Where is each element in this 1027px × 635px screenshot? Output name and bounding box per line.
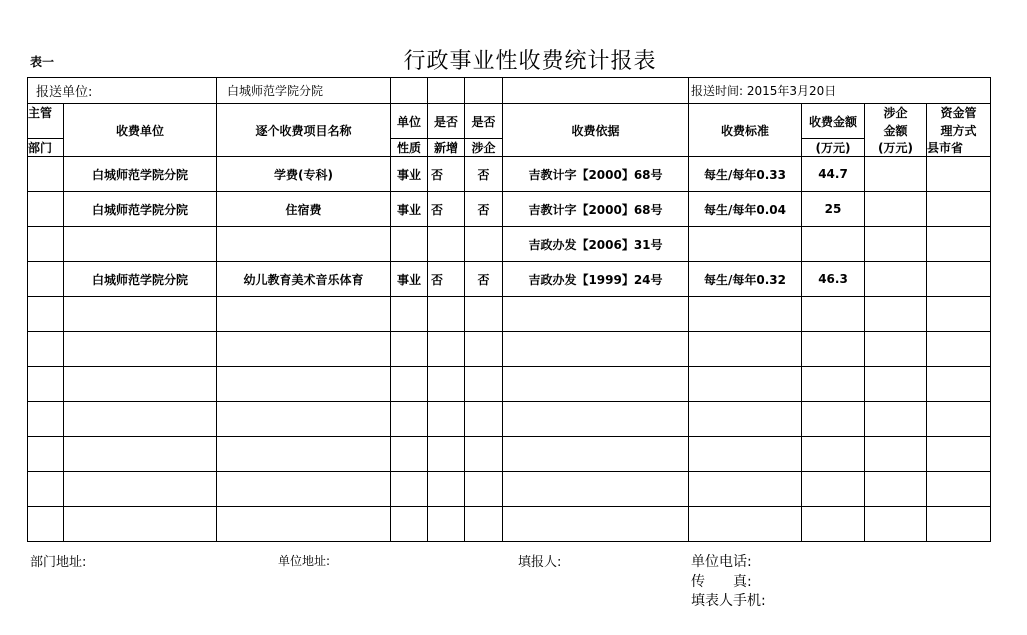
header-standard: 收费标准 <box>689 104 802 157</box>
cell-nature <box>391 402 428 437</box>
header-item: 逐个收费项目名称 <box>217 104 391 157</box>
cell-unit <box>64 437 217 472</box>
cell-standard: 每生/每年0.33 <box>689 157 802 192</box>
cell-entamt <box>865 192 927 227</box>
cell-new <box>428 332 465 367</box>
cell-item: 幼儿教育美术音乐体育 <box>217 262 391 297</box>
cell-item <box>217 297 391 332</box>
cell-fund <box>927 192 991 227</box>
cell-standard <box>689 507 802 542</box>
cell-amount: 25 <box>802 192 865 227</box>
cell-ent <box>465 437 503 472</box>
cell-ent <box>465 367 503 402</box>
cell-fund <box>927 437 991 472</box>
cell-fund <box>927 332 991 367</box>
cell-standard <box>689 472 802 507</box>
cell-fund <box>927 297 991 332</box>
cell-entamt <box>865 227 927 262</box>
header-amount-bottom: (万元) <box>802 139 865 157</box>
cell-basis <box>503 332 689 367</box>
cell-nature <box>391 437 428 472</box>
info-cell <box>428 78 465 104</box>
cell-item <box>217 332 391 367</box>
cell-amount <box>802 472 865 507</box>
cell-entamt <box>865 437 927 472</box>
header-ent-bottom: 涉企 <box>465 139 503 157</box>
cell-unit <box>64 227 217 262</box>
cell-ent: 否 <box>465 192 503 227</box>
cell-unit <box>64 297 217 332</box>
info-cell <box>391 78 428 104</box>
cell-new <box>428 297 465 332</box>
cell-new <box>428 402 465 437</box>
table-row <box>28 402 991 437</box>
filler-label: 填报人: <box>518 555 562 570</box>
cell-unit <box>64 472 217 507</box>
cell-new <box>428 507 465 542</box>
header-nature-bottom: 性质 <box>391 139 428 157</box>
cell-unit: 白城师范学院分院 <box>64 192 217 227</box>
cell-entamt <box>865 262 927 297</box>
cell-unit: 白城师范学院分院 <box>64 262 217 297</box>
cell-unit: 白城师范学院分院 <box>64 157 217 192</box>
cell-amount <box>802 227 865 262</box>
cell-ent <box>465 332 503 367</box>
cell-amount <box>802 297 865 332</box>
header-entamt-mid: 金额 <box>865 122 927 139</box>
table-row <box>28 437 991 472</box>
cell-entamt <box>865 332 927 367</box>
cell-dept <box>28 262 64 297</box>
cell-item: 住宿费 <box>217 192 391 227</box>
cell-item <box>217 472 391 507</box>
cell-standard <box>689 297 802 332</box>
header-dept-gap <box>28 122 64 139</box>
table-row <box>28 472 991 507</box>
unit-phone-label: 单位电话: <box>691 554 752 570</box>
cell-entamt <box>865 472 927 507</box>
cell-basis: 吉教计字【2000】68号 <box>503 192 689 227</box>
cell-amount <box>802 367 865 402</box>
cell-standard <box>689 402 802 437</box>
cell-dept <box>28 437 64 472</box>
cell-new <box>428 367 465 402</box>
header-amount-top: 收费金额 <box>802 104 865 139</box>
cell-item <box>217 367 391 402</box>
cell-item: 学费(专科) <box>217 157 391 192</box>
cell-unit <box>64 402 217 437</box>
cell-ent: 否 <box>465 157 503 192</box>
header-entamt-bottom: (万元) <box>865 139 927 157</box>
cell-amount <box>802 507 865 542</box>
cell-standard <box>689 332 802 367</box>
header-new-bottom: 新增 <box>428 139 465 157</box>
table-row <box>28 192 991 227</box>
header-ent-top: 是否 <box>465 104 503 139</box>
cell-standard <box>689 227 802 262</box>
report-time: 报送时间: 2015年3月20日 <box>689 78 991 104</box>
cell-basis <box>503 367 689 402</box>
cell-dept <box>28 192 64 227</box>
cell-dept <box>28 402 64 437</box>
cell-dept <box>28 227 64 262</box>
cell-entamt <box>865 297 927 332</box>
info-cell <box>465 78 503 104</box>
cell-ent: 否 <box>465 262 503 297</box>
table-row <box>28 367 991 402</box>
cell-basis: 吉教计字【2000】68号 <box>503 157 689 192</box>
cell-item <box>217 227 391 262</box>
report-info-row <box>28 78 991 104</box>
fee-statistics-table <box>27 77 991 542</box>
cell-amount <box>802 437 865 472</box>
cell-fund <box>927 367 991 402</box>
header-unit: 收费单位 <box>64 104 217 157</box>
cell-ent <box>465 507 503 542</box>
dept-address-label: 部门地址: <box>30 555 87 570</box>
cell-item <box>217 402 391 437</box>
cell-fund <box>927 227 991 262</box>
cell-entamt <box>865 367 927 402</box>
cell-fund <box>927 402 991 437</box>
header-entamt-top: 涉企 <box>865 104 927 122</box>
report-unit-label: 报送单位: <box>28 78 217 104</box>
cell-dept <box>28 157 64 192</box>
header-dept-top: 主管 <box>28 104 64 122</box>
cell-amount <box>802 332 865 367</box>
report-unit-value: 白城师范学院分院 <box>217 78 391 104</box>
unit-address-label: 单位地址: <box>278 554 331 568</box>
cell-nature <box>391 332 428 367</box>
cell-ent <box>465 227 503 262</box>
cell-fund <box>927 507 991 542</box>
header-row-1 <box>28 104 991 122</box>
cell-entamt <box>865 157 927 192</box>
cell-nature <box>391 472 428 507</box>
fax-label: 传 真: <box>691 574 752 590</box>
cell-item <box>217 437 391 472</box>
cell-unit <box>64 507 217 542</box>
cell-new <box>428 227 465 262</box>
report-title: 行政事业性收费统计报表 <box>403 49 657 74</box>
cell-nature: 事业 <box>391 157 428 192</box>
cell-basis <box>503 402 689 437</box>
cell-fund <box>927 262 991 297</box>
cell-standard <box>689 437 802 472</box>
table-tag: 表一 <box>30 55 55 69</box>
cell-item <box>217 507 391 542</box>
header-fund-top: 资金管 <box>927 104 991 122</box>
cell-amount <box>802 402 865 437</box>
table-row <box>28 157 991 192</box>
cell-nature <box>391 507 428 542</box>
header-dept-bottom: 部门 <box>28 139 64 157</box>
cell-new: 否 <box>428 262 465 297</box>
cell-nature: 事业 <box>391 262 428 297</box>
cell-entamt <box>865 402 927 437</box>
header-fund-bottom: 县市省 <box>927 139 991 157</box>
cell-basis <box>503 507 689 542</box>
table-row <box>28 227 991 262</box>
cell-new: 否 <box>428 192 465 227</box>
filler-mobile-label: 填表人手机: <box>691 593 766 609</box>
cell-basis: 吉政办发【2006】31号 <box>503 227 689 262</box>
info-cell <box>503 78 689 104</box>
cell-ent <box>465 297 503 332</box>
table-row <box>28 332 991 367</box>
table-row <box>28 507 991 542</box>
cell-amount: 46.3 <box>802 262 865 297</box>
table-row <box>28 262 991 297</box>
cell-new <box>428 472 465 507</box>
cell-nature <box>391 367 428 402</box>
header-fund-mid: 理方式 <box>927 122 991 139</box>
cell-nature <box>391 297 428 332</box>
cell-dept <box>28 297 64 332</box>
table-row <box>28 297 991 332</box>
cell-basis: 吉政办发【1999】24号 <box>503 262 689 297</box>
cell-new <box>428 437 465 472</box>
cell-basis <box>503 297 689 332</box>
cell-dept <box>28 507 64 542</box>
cell-fund <box>927 157 991 192</box>
header-nature-top: 单位 <box>391 104 428 139</box>
cell-dept <box>28 332 64 367</box>
cell-nature: 事业 <box>391 192 428 227</box>
cell-ent <box>465 402 503 437</box>
header-new-top: 是否 <box>428 104 465 139</box>
cell-basis <box>503 472 689 507</box>
cell-standard: 每生/每年0.04 <box>689 192 802 227</box>
cell-standard: 每生/每年0.32 <box>689 262 802 297</box>
table-body <box>28 157 991 542</box>
cell-ent <box>465 472 503 507</box>
cell-dept <box>28 367 64 402</box>
cell-new: 否 <box>428 157 465 192</box>
cell-unit <box>64 367 217 402</box>
cell-nature <box>391 227 428 262</box>
cell-basis <box>503 437 689 472</box>
header-basis: 收费依据 <box>503 104 689 157</box>
cell-fund <box>927 472 991 507</box>
cell-standard <box>689 367 802 402</box>
cell-amount: 44.7 <box>802 157 865 192</box>
cell-entamt <box>865 507 927 542</box>
cell-dept <box>28 472 64 507</box>
cell-unit <box>64 332 217 367</box>
